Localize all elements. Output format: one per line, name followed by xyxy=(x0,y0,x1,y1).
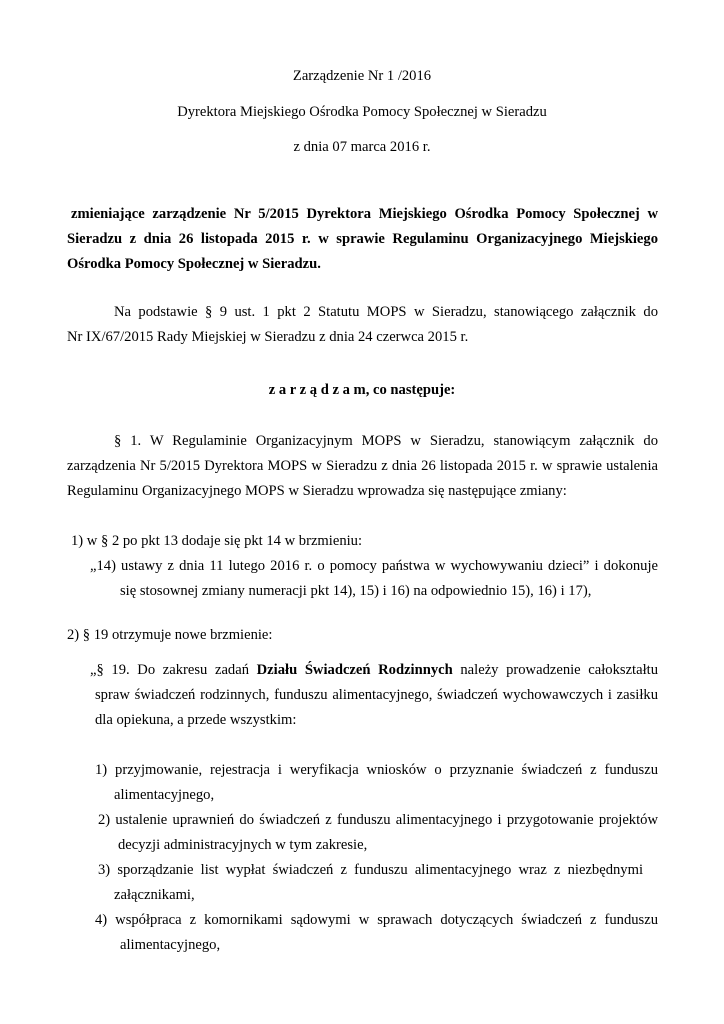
change-2-department: Działu Świadczeń Rodzinnych xyxy=(256,662,453,678)
document-issuer: Dyrektora Miejskiego Ośrodka Pomocy Społecznej w Sieradzu xyxy=(177,104,547,120)
section-1-line-3: Regulaminu Organizacyjnego MOPS w Sieradzu wprowadza się następujące zmiany: xyxy=(67,483,567,499)
task-1-line-1: 1) przyjmowanie, rejestracja i weryfikacja wniosków o przyznanie świadczeń z funduszu xyxy=(95,762,658,778)
basis-line-1: Na podstawie § 9 ust. 1 pkt 2 Statutu MOPS w Sieradzu, stanowiącego załącznik do xyxy=(114,304,658,320)
subject-line-2: Sieradzu z dnia 26 listopada 2015 r. w sprawie Regulaminu Organizacyjnego Miejskiego xyxy=(67,231,658,247)
change-1-head: 1) w § 2 po pkt 13 dodaje się pkt 14 w brzmieniu: xyxy=(71,533,363,549)
subject-line-3: Ośrodka Pomocy Społecznej w Sieradzu. xyxy=(67,256,321,272)
decree-heading: z a r z ą d z a m, co następuje: xyxy=(268,382,456,398)
task-4-line-2: alimentacyjnego, xyxy=(120,937,221,953)
change-2-paragraph-line-1 xyxy=(90,661,658,679)
task-2-line-2: decyzji administracyjnych w tym zakresie, xyxy=(118,837,368,853)
section-1-line-2: zarządzenia Nr 5/2015 Dyrektora MOPS w Sieradzu z dnia 26 listopada 2015 r. w sprawie ustalenia xyxy=(67,458,658,474)
change-2-paragraph-line-3: dla opiekuna, a przede wszystkim: xyxy=(95,712,297,728)
change-1-line-1: „14) ustawy z dnia 11 lutego 2016 r. o pomocy państwa w wychowywaniu dzieci” i dokonuje xyxy=(90,558,658,574)
change-2-suffix: należy prowadzenie całokształtu xyxy=(452,662,658,678)
task-3-line-1: 3) sporządzanie list wypłat świadczeń z funduszu alimentacyjnego wraz z niezbędnymi xyxy=(98,862,643,878)
task-3-line-2: załącznikami, xyxy=(114,887,195,903)
basis-line-2: Nr IX/67/2015 Rady Miejskiej w Sieradzu z dnia 24 czerwca 2015 r. xyxy=(67,329,469,345)
task-4-line-1: 4) współpraca z komornikami sądowymi w sprawach dotyczących świadczeń z funduszu xyxy=(95,912,658,928)
change-1-line-2: się stosownej zmiany numeracji pkt 14), 15) i 16) na odpowiednio 15), 16) i 17), xyxy=(120,583,592,599)
section-1-line-1: § 1. W Regulaminie Organizacyjnym MOPS w Sieradzu, stanowiącym załącznik do xyxy=(114,433,658,449)
change-2-head: 2) § 19 otrzymuje nowe brzmienie: xyxy=(67,627,273,643)
task-2-line-1: 2) ustalenie uprawnień do świadczeń z funduszu alimentacyjnego i przygotowanie projektów xyxy=(98,812,658,828)
task-1-line-2: alimentacyjnego, xyxy=(114,787,215,803)
change-2-paragraph-line-2: spraw świadczeń rodzinnych, funduszu alimentacyjnego, świadczeń wychowawczych i zasiłku xyxy=(95,687,658,703)
document-date: z dnia 07 marca 2016 r. xyxy=(293,139,431,155)
change-2-prefix: „§ 19. Do zakresu zadań xyxy=(90,662,257,678)
subject-line-1: zmieniające zarządzenie Nr 5/2015 Dyrektora Miejskiego Ośrodka Pomocy Społecznej w xyxy=(71,206,658,222)
document-title: Zarządzenie Nr 1 /2016 xyxy=(292,68,432,84)
